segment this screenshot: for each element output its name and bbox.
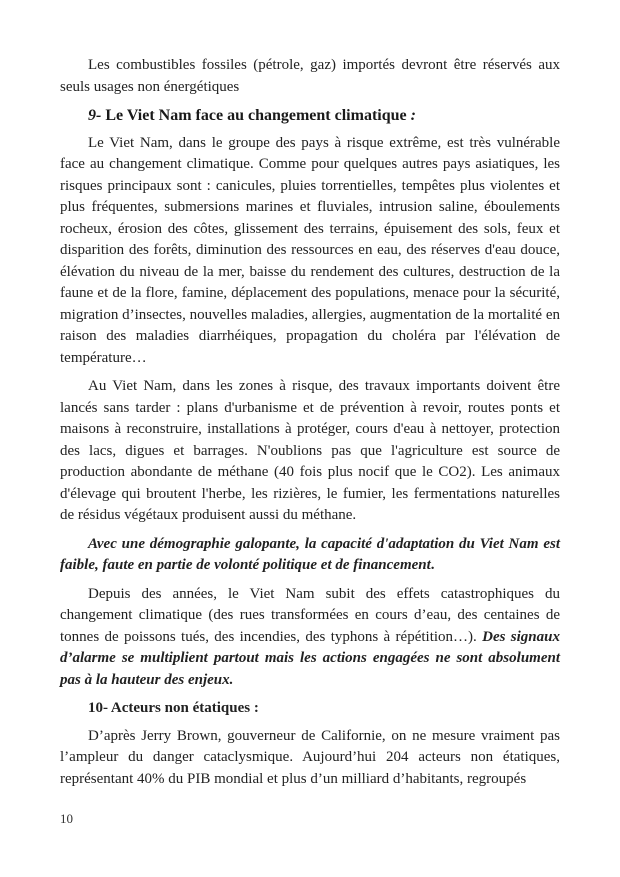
paragraph-effects xyxy=(60,584,560,692)
emphasis-period: . xyxy=(430,557,435,573)
emphasis-alarm: Des signaux d’alarme se multiplient partout mais les actions engagées ne sont absolument pas à la hauteur des enjeux. xyxy=(60,628,560,688)
section-title: Le Viet Nam face au changement climatique xyxy=(101,107,411,124)
section-number: 9- xyxy=(88,107,102,124)
emphasis-demography: Avec une démographie galopante, la capacité d'adaptation du Viet Nam est faible, faute en partie de volonté politique et de financement xyxy=(60,535,560,573)
section-heading-10: 10- Acteurs non étatiques : xyxy=(88,700,259,716)
paragraph-non-state-actors: D’après Jerry Brown, gouverneur de Californie, on ne mesure vraiment pas l’ampleur du danger cataclysmique. Aujourd’hui 204 acteurs non étatiques, représentant 40% du PIB mondial et plus d’un milliard d’habitants, regroupés xyxy=(60,727,560,787)
paragraph-works: Au Viet Nam, dans les zones à risque, des travaux importants doivent être lancés sans tarder : plans d'urbanisme et de prévention à revoir, routes ponts et maisons à reconstruire, installations à protéger, cours d'eau à nettoyer, protection des lacs, digues et barrages. N'oublions pas que l'agriculture est source de production abondante de méthane (40 fois plus nocif que le CO2). Les animaux d'élevage qui broutent l'herbe, les rizières, le fumier, les fermentations naturelles de résidus végétaux produisent aussi du méthane. xyxy=(60,378,560,523)
paragraph-demography xyxy=(60,534,560,577)
section-colon: : xyxy=(410,107,416,124)
effects-text: Depuis des années, le Viet Nam subit des effets catastrophiques du changement climatique (des rues transformées en cours d’eau, des centaines de tonnes de poissons tués, des incendies, des typhons à répétition…). xyxy=(60,585,560,645)
page-number: 10 xyxy=(60,811,73,826)
paragraph-risks: Le Viet Nam, dans le groupe des pays à risque extrême, est très vulnérable face au changement climatique. Comme pour quelques autres pays asiatiques, les risques principaux sont : canicules, pluies torrentielles, tempêtes plus violentes et plus fréquentes, submersions marines et fluviales, intrusion saline, éboulements rocheux, érosion des côtes, glissement des terrains, épuisement des sols, feux et disparition des forêts, diminution des ressources en eau, des réserves d'eau douce, élévation du niveau de la mer, baisse du rendement des cultures, destruction de la faune et de la flore, famine, déplacement des populations, menace pour la sécurité, migration d’insectes, nouvelles maladies, allergies, augmentation de la mortalité en raison des maladies diarrhéiques, propagation du choléra par l'élévation de température… xyxy=(60,134,560,366)
section-heading-9 xyxy=(60,105,560,127)
paragraph-fossil-fuels: Les combustibles fossiles (pétrole, gaz) importés devront être réservés aux seuls usages non énergétiques xyxy=(60,57,560,95)
